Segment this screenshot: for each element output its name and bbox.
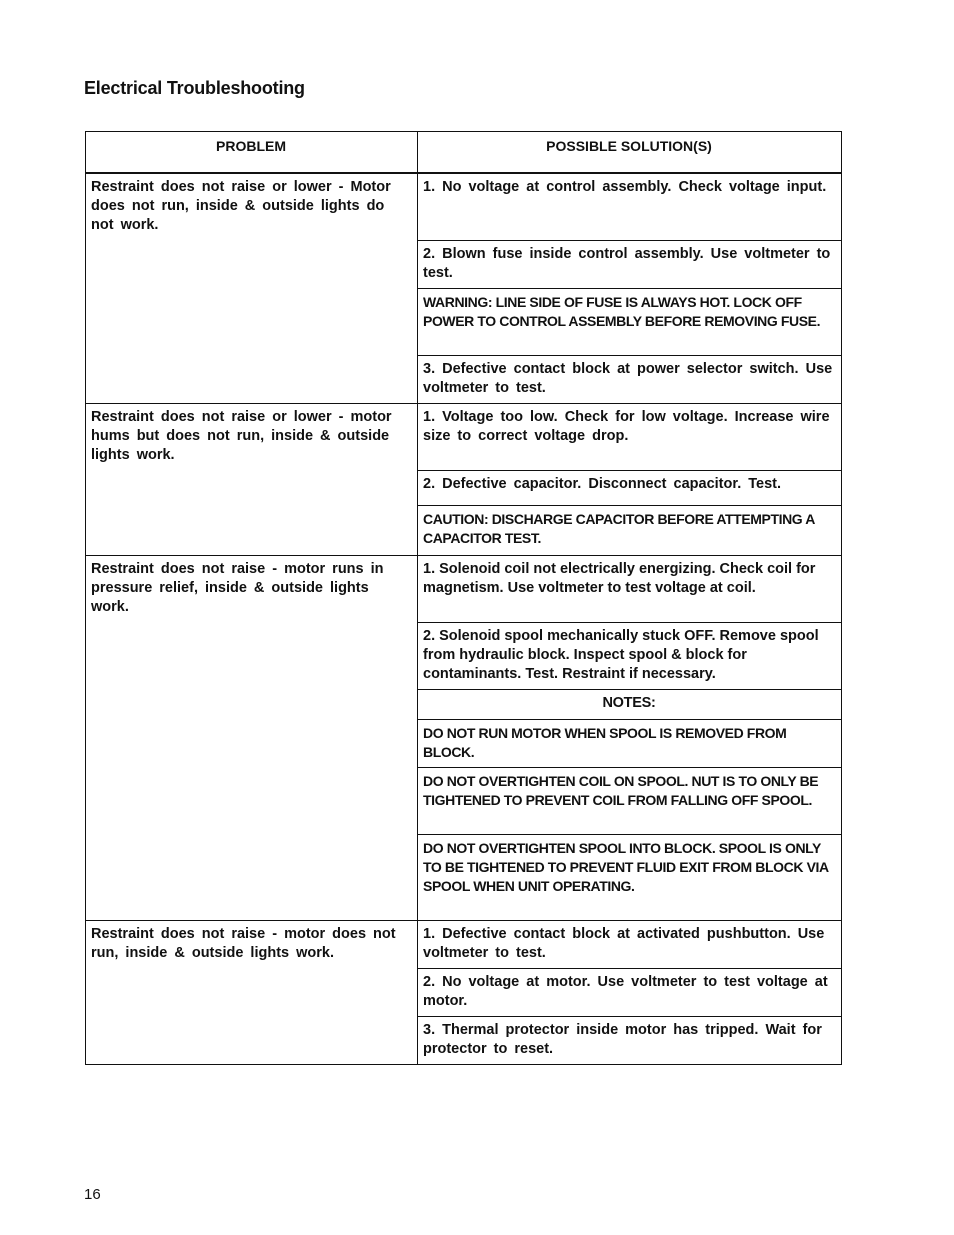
table-row	[86, 404, 842, 471]
note-cell: DO NOT RUN MOTOR WHEN SPOOL IS REMOVED FROM BLOCK.	[418, 720, 842, 768]
page-title: Electrical Troubleshooting	[84, 78, 305, 98]
table-row	[86, 556, 842, 623]
solution-cell: 1. Solenoid coil not electrically energizing. Check coil for magnetism. Use voltmeter to test voltage at coil.	[418, 556, 842, 623]
note-cell: DO NOT OVERTIGHTEN SPOOL INTO BLOCK. SPOOL IS ONLY TO BE TIGHTENED TO PREVENT FLUID EXIT FROM BLOCK VIA SPOOL WHEN UNIT OPERATING.	[418, 835, 842, 921]
solution-cell: 1. No voltage at control assembly. Check voltage input.	[418, 173, 842, 241]
note-cell: DO NOT OVERTIGHTEN COIL ON SPOOL. NUT IS TO ONLY BE TIGHTENED TO PREVENT COIL FROM FALLING OFF SPOOL.	[418, 768, 842, 835]
header-possible-solutions: POSSIBLE SOLUTION(S)	[418, 132, 842, 174]
header-problem: PROBLEM	[86, 132, 418, 174]
solution-cell: 3. Thermal protector inside motor has tripped. Wait for protector to reset.	[418, 1017, 842, 1065]
solution-cell: 2. No voltage at motor. Use voltmeter to test voltage at motor.	[418, 969, 842, 1017]
solution-cell: 3. Defective contact block at power selector switch. Use voltmeter to test.	[418, 356, 842, 404]
table-row	[86, 173, 842, 241]
problem-cell: Restraint does not raise or lower - Motor does not run, inside & outside lights do not work.	[86, 173, 418, 404]
warning-cell: WARNING: LINE SIDE OF FUSE IS ALWAYS HOT. LOCK OFF POWER TO CONTROL ASSEMBLY BEFORE REMOVING FUSE.	[418, 289, 842, 356]
problem-cell: Restraint does not raise - motor runs in pressure relief, inside & outside lights work.	[86, 556, 418, 921]
solution-cell: 2. Blown fuse inside control assembly. Use voltmeter to test.	[418, 241, 842, 289]
solution-cell: 2. Solenoid spool mechanically stuck OFF. Remove spool from hydraulic block. Inspect spool & block for contaminants. Test. Restraint if necessary.	[418, 623, 842, 690]
notes-heading: NOTES:	[418, 690, 842, 720]
problem-cell: Restraint does not raise or lower - motor hums but does not run, inside & outside lights work.	[86, 404, 418, 556]
caution-cell: CAUTION: DISCHARGE CAPACITOR BEFORE ATTEMPTING A CAPACITOR TEST.	[418, 506, 842, 556]
table-row	[86, 921, 842, 969]
solution-cell: 1. Voltage too low. Check for low voltage. Increase wire size to correct voltage drop.	[418, 404, 842, 471]
solution-cell: 1. Defective contact block at activated pushbutton. Use voltmeter to test.	[418, 921, 842, 969]
solution-cell: 2. Defective capacitor. Disconnect capacitor. Test.	[418, 471, 842, 506]
page-number: 16	[84, 1186, 101, 1203]
troubleshooting-table	[85, 131, 842, 1065]
problem-cell: Restraint does not raise - motor does not run, inside & outside lights work.	[86, 921, 418, 1065]
table-header-row	[86, 132, 842, 174]
